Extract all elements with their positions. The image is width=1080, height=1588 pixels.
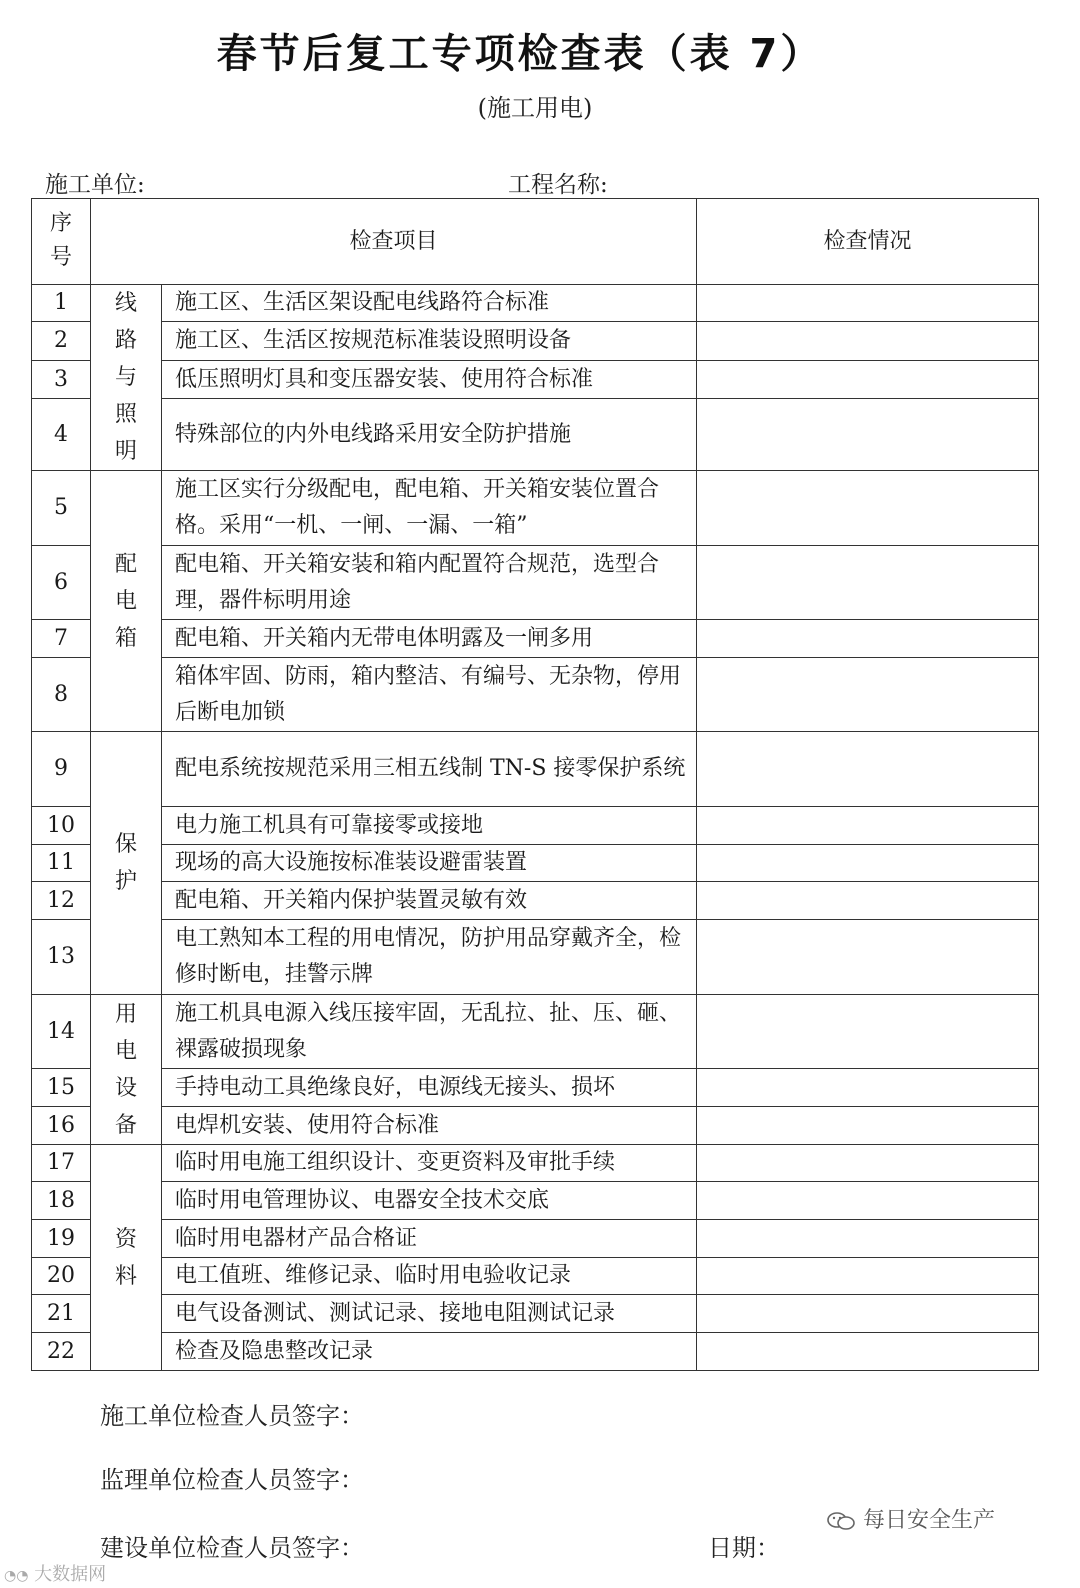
row-number: 4	[32, 399, 91, 471]
check-status-cell[interactable]	[697, 546, 1039, 620]
table-row	[32, 471, 1039, 546]
header-cell-item: 检查项目	[91, 199, 697, 285]
row-number: 8	[32, 658, 91, 732]
table-row	[32, 322, 1039, 360]
check-item-text: 配电箱、开关箱安装和箱内配置符合规范，选型合理，器件标明用途	[162, 546, 697, 620]
check-item-text: 检查及隐患整改记录	[162, 1333, 697, 1371]
check-item-text: 低压照明灯具和变压器安装、使用符合标准	[162, 360, 697, 398]
check-status-cell[interactable]	[697, 399, 1039, 471]
row-number: 5	[32, 471, 91, 546]
check-status-cell[interactable]	[697, 1220, 1039, 1258]
date-label: 日期：	[708, 1534, 780, 1562]
row-number: 7	[32, 620, 91, 658]
row-number: 21	[32, 1295, 91, 1333]
row-number: 18	[32, 1182, 91, 1220]
supervision-inspector-signature: 监理单位检查人员签字：	[100, 1466, 364, 1494]
row-number: 14	[32, 995, 91, 1069]
row-number: 16	[32, 1107, 91, 1145]
check-item-text: 电气设备测试、测试记录、接地电阻测试记录	[162, 1295, 697, 1333]
row-number: 3	[32, 360, 91, 398]
category-lines-lighting: 线路与照明	[91, 285, 162, 471]
table-row	[32, 1182, 1039, 1220]
check-status-cell[interactable]	[697, 1107, 1039, 1145]
construction-unit-label: 施工单位:	[45, 172, 145, 198]
check-status-cell[interactable]	[697, 1295, 1039, 1333]
table-row	[32, 658, 1039, 732]
row-number: 17	[32, 1145, 91, 1182]
page-title: 春节后复工专项检查表（表 7）	[216, 31, 824, 77]
category-documents: 资料	[91, 1145, 162, 1371]
check-item-text: 配电箱、开关箱内无带电体明露及一闸多用	[162, 620, 697, 658]
row-number: 1	[32, 285, 91, 322]
table-row	[32, 1107, 1039, 1145]
check-item-text: 施工区、生活区按规范标准装设照明设备	[162, 322, 697, 360]
check-item-text: 临时用电施工组织设计、变更资料及审批手续	[162, 1145, 697, 1182]
row-number: 15	[32, 1069, 91, 1107]
owner-inspector-signature: 建设单位检查人员签字：	[100, 1534, 364, 1562]
check-item-text: 配电箱、开关箱内保护装置灵敏有效	[162, 882, 697, 920]
check-item-text: 特殊部位的内外电线路采用安全防护措施	[162, 399, 697, 471]
table-row	[32, 620, 1039, 658]
table-header-row	[32, 199, 1039, 285]
table-row	[32, 732, 1039, 807]
check-status-cell[interactable]	[697, 1258, 1039, 1295]
check-item-text: 临时用电管理协议、电器安全技术交底	[162, 1182, 697, 1220]
check-status-cell[interactable]	[697, 471, 1039, 546]
table-row	[32, 546, 1039, 620]
check-status-cell[interactable]	[697, 1145, 1039, 1182]
header-cell-status: 检查情况	[697, 199, 1039, 285]
row-number: 12	[32, 882, 91, 920]
check-item-text: 电工熟知本工程的用电情况，防护用品穿戴齐全，检修时断电，挂警示牌	[162, 920, 697, 995]
category-distribution-box: 配电箱	[91, 471, 162, 732]
row-number: 19	[32, 1220, 91, 1258]
check-status-cell[interactable]	[697, 845, 1039, 882]
table-row	[32, 399, 1039, 471]
check-item-text: 施工区、生活区架设配电线路符合标准	[162, 285, 697, 322]
table-row	[32, 1333, 1039, 1371]
row-number: 22	[32, 1333, 91, 1371]
check-item-text: 手持电动工具绝缘良好，电源线无接头、损坏	[162, 1069, 697, 1107]
check-status-cell[interactable]	[697, 1182, 1039, 1220]
category-electrical-equipment: 用电设备	[91, 995, 162, 1145]
page-subtitle: (施工用电)	[477, 94, 593, 122]
check-status-cell[interactable]	[697, 807, 1039, 845]
check-item-text: 电工值班、维修记录、临时用电验收记录	[162, 1258, 697, 1295]
row-number: 9	[32, 732, 91, 807]
table-row	[32, 1258, 1039, 1295]
table-row	[32, 995, 1039, 1069]
row-number: 11	[32, 845, 91, 882]
check-status-cell[interactable]	[697, 322, 1039, 360]
table-row	[32, 882, 1039, 920]
check-item-text: 临时用电器材产品合格证	[162, 1220, 697, 1258]
wechat-icon	[826, 1510, 856, 1532]
table-row	[32, 285, 1039, 322]
table-row	[32, 1069, 1039, 1107]
category-protection: 保护	[91, 732, 162, 995]
check-status-cell[interactable]	[697, 1333, 1039, 1371]
check-item-text: 施工区实行分级配电，配电箱、开关箱安装位置合格。采用“一机、一闸、一漏、一箱”	[162, 471, 697, 546]
check-status-cell[interactable]	[697, 732, 1039, 807]
row-number: 10	[32, 807, 91, 845]
check-item-text: 现场的高大设施按标准装设避雷装置	[162, 845, 697, 882]
check-item-text: 电焊机安装、使用符合标准	[162, 1107, 697, 1145]
check-status-cell[interactable]	[697, 1069, 1039, 1107]
table-row	[32, 1145, 1039, 1182]
check-status-cell[interactable]	[697, 920, 1039, 995]
construction-inspector-signature: 施工单位检查人员签字：	[100, 1402, 364, 1430]
check-status-cell[interactable]	[697, 620, 1039, 658]
wechat-watermark	[826, 1503, 995, 1534]
row-number: 2	[32, 322, 91, 360]
check-status-cell[interactable]	[697, 882, 1039, 920]
check-item-text: 电力施工机具有可靠接零或接地	[162, 807, 697, 845]
check-status-cell[interactable]	[697, 995, 1039, 1069]
row-number: 6	[32, 546, 91, 620]
watermark-logo-icon: ◔◔	[4, 1568, 29, 1584]
row-number: 20	[32, 1258, 91, 1295]
header-cell-number: 序号	[32, 199, 91, 285]
check-item-text: 箱体牢固、防雨，箱内整洁、有编号、无杂物，停用后断电加锁	[162, 658, 697, 732]
wechat-account-name: 每日安全生产	[863, 1508, 996, 1533]
site-watermark	[4, 1560, 106, 1586]
check-status-cell[interactable]	[697, 658, 1039, 732]
table-row	[32, 1295, 1039, 1333]
table-row	[32, 920, 1039, 995]
project-name-label: 工程名称:	[508, 172, 608, 198]
inspection-table	[31, 198, 1039, 1371]
row-number: 13	[32, 920, 91, 995]
check-item-text: 配电系统按规范采用三相五线制 TN-S 接零保护系统	[162, 732, 697, 807]
table-row	[32, 807, 1039, 845]
check-status-cell[interactable]	[697, 285, 1039, 322]
check-status-cell[interactable]	[697, 360, 1039, 398]
table-row	[32, 1220, 1039, 1258]
table-row	[32, 845, 1039, 882]
watermark-site-name: 大数据网	[34, 1564, 107, 1585]
check-item-text: 施工机具电源入线压接牢固，无乱拉、扯、压、砸、裸露破损现象	[162, 995, 697, 1069]
table-row	[32, 360, 1039, 398]
